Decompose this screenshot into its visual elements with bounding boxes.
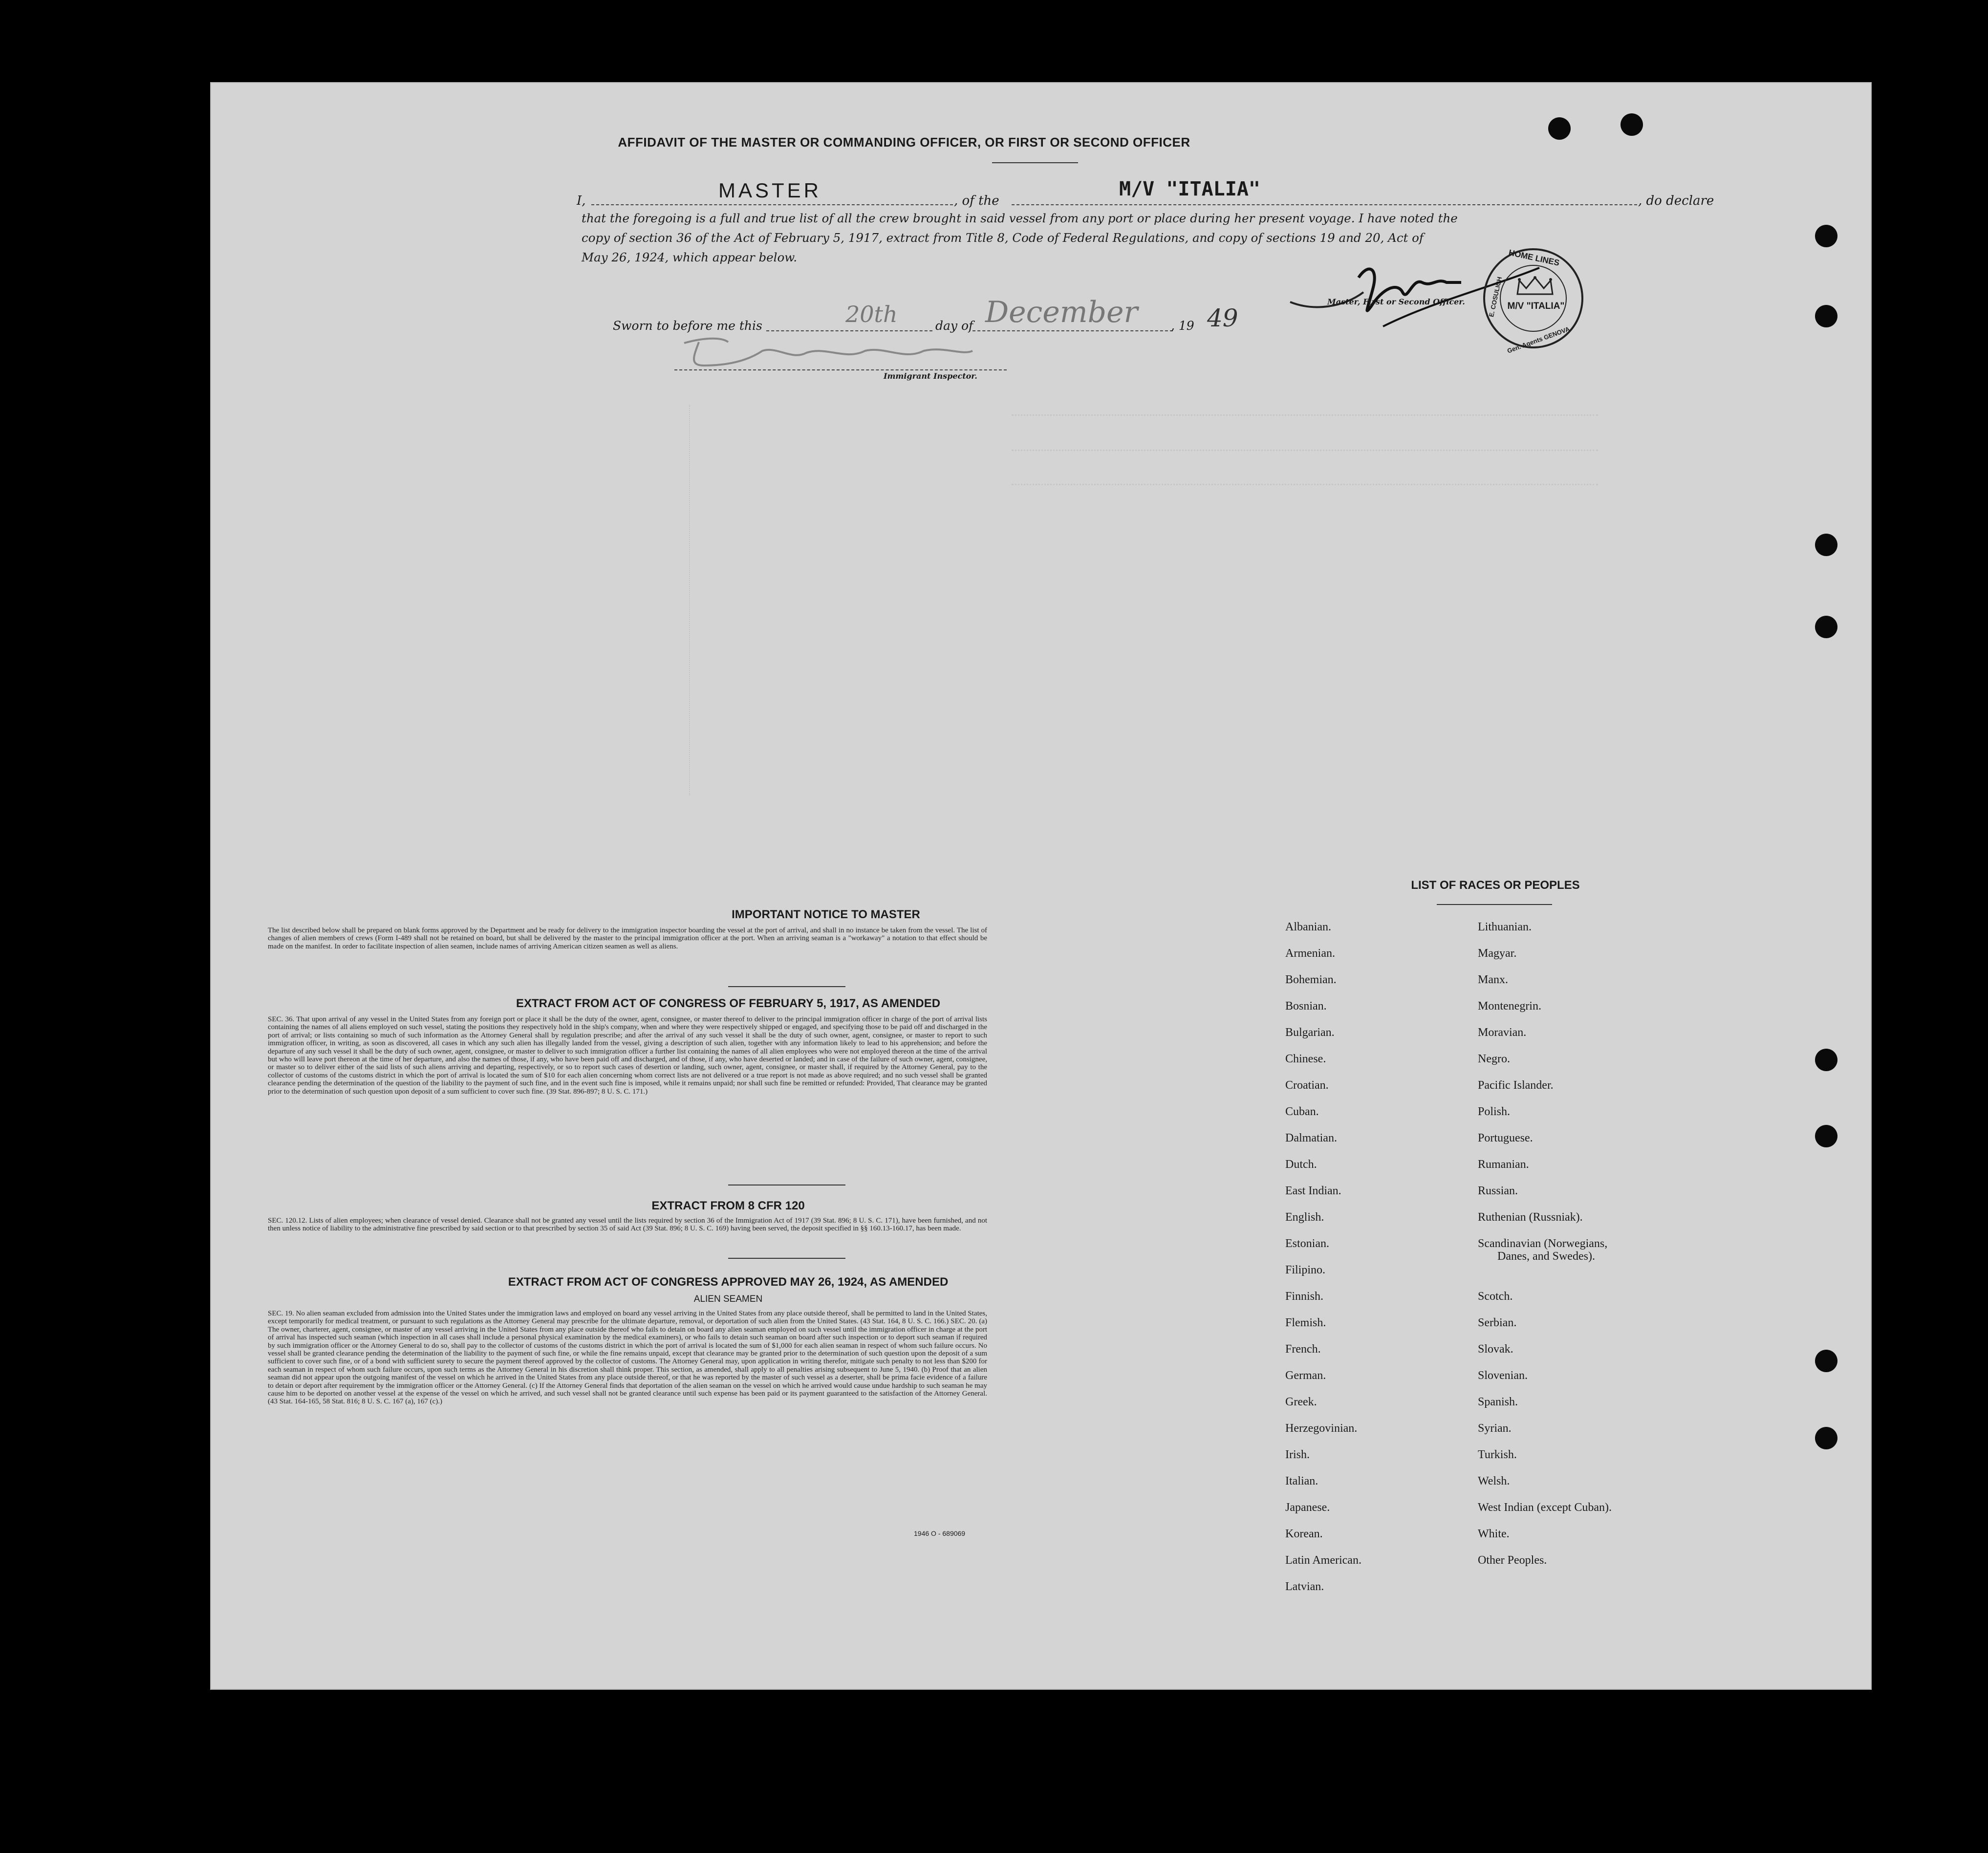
year-suffix: 49	[1207, 304, 1238, 332]
year-prefix: , 19	[1171, 319, 1194, 333]
race-item: Finnish.	[1285, 1290, 1324, 1303]
punch-hole	[1815, 616, 1837, 638]
race-item: Welsh.	[1478, 1475, 1510, 1487]
stamp-top-text: HOME LINES	[1508, 248, 1560, 268]
race-item: Filipino.	[1285, 1264, 1326, 1276]
print-code: 1946 O - 689069	[914, 1530, 966, 1537]
punch-hole	[1815, 225, 1837, 247]
race-item: Other Peoples.	[1478, 1554, 1547, 1567]
races-rule	[1437, 904, 1552, 905]
race-item: Negro.	[1478, 1053, 1510, 1065]
race-item: Ruthenian (Russniak).	[1478, 1211, 1583, 1224]
race-item: Polish.	[1478, 1105, 1511, 1118]
notice-heading: IMPORTANT NOTICE TO MASTER	[732, 908, 920, 921]
race-item: Magyar.	[1478, 947, 1517, 960]
affidavit-heading: AFFIDAVIT OF THE MASTER OR COMMANDING OFFICER, OR FIRST OR SECOND OFFICER	[618, 135, 1190, 150]
race-item: English.	[1285, 1211, 1324, 1224]
races-heading: LIST OF RACES OR PEOPLES	[1411, 879, 1580, 892]
extract-1917-heading: EXTRACT FROM ACT OF CONGRESS OF FEBRUARY 5, 1917, AS AMENDED	[516, 997, 941, 1010]
bleed-mark	[689, 405, 694, 796]
race-item: East Indian.	[1285, 1185, 1341, 1197]
race-item: Greek.	[1285, 1396, 1317, 1408]
race-item: Russian.	[1478, 1185, 1518, 1197]
i-label: I,	[577, 194, 586, 208]
race-item: White.	[1478, 1528, 1510, 1540]
inspector-line	[674, 369, 1007, 370]
race-item: Bosnian.	[1285, 1000, 1327, 1013]
race-item: Serbian.	[1478, 1316, 1517, 1329]
race-item: Scandinavian (Norwegians,	[1478, 1237, 1608, 1250]
signer-caption: Master, First or Second Officer.	[1327, 297, 1465, 306]
punch-hole	[1815, 1049, 1837, 1071]
race-item: Dalmatian.	[1285, 1132, 1337, 1144]
stamp-bottom-text: Gen. Agents GENOVA	[1506, 325, 1571, 355]
stamp-left-text: E. COSULICH	[1487, 276, 1504, 318]
day-of-label: day of	[935, 319, 973, 333]
race-item: French.	[1285, 1343, 1321, 1356]
race-item: Korean.	[1285, 1528, 1323, 1540]
punch-hole	[1621, 113, 1643, 136]
race-item: Lithuanian.	[1478, 921, 1532, 933]
race-item: Spanish.	[1478, 1396, 1518, 1408]
punch-hole	[1815, 534, 1837, 556]
master-value: MASTER	[718, 179, 822, 202]
race-item: Portuguese.	[1478, 1132, 1533, 1144]
race-item: Montenegrin.	[1478, 1000, 1541, 1013]
extract-1924-subheading: ALIEN SEAMEN	[693, 1294, 763, 1304]
cfr-heading: EXTRACT FROM 8 CFR 120	[651, 1199, 805, 1212]
race-item: Syrian.	[1478, 1422, 1512, 1435]
race-item: Turkish.	[1478, 1448, 1517, 1461]
vessel-value: M/V "ITALIA"	[1119, 178, 1260, 200]
race-item: German.	[1285, 1369, 1326, 1382]
do-declare-label: , do declare	[1638, 194, 1714, 208]
race-item: Slovak.	[1478, 1343, 1513, 1356]
race-item: Armenian.	[1285, 947, 1335, 960]
notice-text: The list described below shall be prepared on blank forms approved by the Department and be ready for delivery to the immigration inspector boarding the vessel at the port of arrival, and shall in no instance be taken from the vessel. The list of changes of alien members of crews (Form I-489 shall not be retained on board, but shall be delivered by the master to the principal immigration officer at the port. When an arriving seaman is a "workaway" a notation to that effect should be made on the manifest. In order to facilitate inspection of alien seamen, include names of arriving American citizen seamen as well as aliens.	[268, 926, 987, 950]
punch-hole	[1815, 1125, 1837, 1147]
race-item: Croatian.	[1285, 1079, 1329, 1092]
race-item: Rumanian.	[1478, 1158, 1529, 1171]
race-item: Irish.	[1285, 1448, 1310, 1461]
race-item: Latin American.	[1285, 1554, 1361, 1567]
inspector-signature	[670, 331, 982, 375]
race-item: West Indian (except Cuban).	[1478, 1501, 1612, 1514]
race-item: Cuban.	[1285, 1105, 1319, 1118]
race-item: Danes, and Swedes).	[1497, 1250, 1595, 1263]
inspector-caption: Immigrant Inspector.	[884, 371, 977, 381]
punch-hole	[1815, 1350, 1837, 1372]
bleed-mark	[1012, 484, 1598, 485]
race-item: Manx.	[1478, 973, 1508, 986]
race-item: Dutch.	[1285, 1158, 1317, 1171]
document-page	[210, 82, 1872, 1690]
crown-icon	[1515, 276, 1555, 297]
race-item: Latvian.	[1285, 1580, 1324, 1593]
bleed-mark	[1012, 450, 1598, 451]
stamp-inner-ring	[1500, 265, 1567, 332]
sworn-label: Sworn to before me this	[613, 319, 762, 333]
affidavit-body-line-3: May 26, 1924, which appear below.	[582, 250, 798, 264]
race-item: Estonian.	[1285, 1237, 1329, 1250]
sworn-month: December	[985, 295, 1138, 329]
race-item: Albanian.	[1285, 921, 1331, 933]
bleed-mark	[1012, 414, 1598, 416]
notice-rule	[728, 986, 845, 987]
vessel-line	[1012, 204, 1637, 205]
extract-1917-text: SEC. 36. That upon arrival of any vessel in the United States from any foreign port or place it shall be the duty of the owner, agent, consignee, or master thereof to deliver to the principal immigration officer in charge of the port of arrival lists containing the names of all aliens employed on such vessel, stating the positions they respectively hold in the ship's company, when and where they were respectively shipped or engaged, and specifying those to be paid off and discharged in the port of arrival; or lists containing so much of such information as the Attorney General shall by regulation prescribe; and after the arrival of any such vessel it shall be the duty of such owner, agent, consignee, or master to report to such immigration officer, in writing, as soon as discovered, all cases in which any such alien has illegally landed from the vessel, giving a description of such alien, together with any information likely to lead to his apprehension; and before the departure of any such vessel it shall be the duty of such owner, agent, consignee, or master to deliver to such immigration officer a further list containing the names of all alien employees who were not employed thereon at the time of the arrival but who will leave port thereon at the time of her departure, and also the names of those, if any, who have been paid off and discharged, and of those, if any, who have deserted or landed; and in case of the failure of such owner, agent, consignee, or master so to deliver either of the said lists of such aliens arriving and departing, respectively, or so to report such cases of desertion or landing, such owner, agent, consignee, or master shall, if required by the Attorney General, pay to the collector of customs of the customs district in which the port of arrival is located the sum of $10 for each alien concerning whom correct lists are not delivered or a true report is not made as above required; and no such vessel shall be granted clearance pending the determination of the question of the liability to the payment of such fine, and in the event such fine is imposed, while it remains unpaid; nor shall such fine be remitted or refunded: Provided, That clearance may be granted prior to the determination of such question upon deposit of a sum sufficient to cover such fine. (39 Stat. 896-897; 8 U. S. C. 171.)	[268, 1015, 987, 1096]
punch-hole	[1815, 1427, 1837, 1449]
race-item: Italian.	[1285, 1475, 1318, 1487]
race-item: Herzegovinian.	[1285, 1422, 1358, 1435]
race-item: Flemish.	[1285, 1316, 1326, 1329]
month-line	[972, 330, 1173, 331]
master-line	[591, 204, 953, 205]
extract-1924-text: SEC. 19. No alien seaman excluded from admission into the United States under the immigration laws and employed on board any vessel arriving in the United States from any place outside thereof, shall be permitted to land in the United States, except temporarily for medical treatment, or pursuant to such regulations as the Attorney General may prescribe for the ultimate departure, removal, or deportation of such alien from the United States. (43 Stat. 164, 8 U. S. C. 166.) SEC. 20. (a) The owner, charterer, agent, consignee, or master of any vessel arriving in the United States from any place outside thereof who fails to detain on board any alien seaman employed on such vessel until the immigration officer in charge at the port of arrival has inspected such seaman (which inspection in all cases shall include a personal physical examination by the medical examiners), or who fails to detain such seaman on board after such inspection or to deport such seaman if required by such immigration officer or the Attorney General to do so, shall pay to the collector of customs of the customs district in which the port of arrival is located the sum of $1,000 for each alien seaman in respect of whom such failure occurs. No vessel shall be granted clearance pending the determination of the liability to the payment of such fine, or while the fine remains unpaid, except that clearance may be granted prior to the determination of such question upon the deposit of a sum sufficient to cover such fine, or of a bond with sufficient surety to secure the payment thereof approved by the collector of customs. The Attorney General may, upon application in writing therefor, mitigate such penalty to not less than $200 for each seaman in respect of whom such failure occurs, upon such terms as the Attorney General in his discretion shall think proper. This section, as amended, shall apply to all penalties arising subsequent to June 5, 1940. (b) Proof that an alien seaman did not appear upon the outgoing manifest of the vessel on which he arrived in the United States from any place outside thereof, or that he was reported by the master of such vessel as a deserter, shall be prima facie evidence of a failure to detain or deport after requirement by the immigration officer or the Attorney General. (c) If the Attorney General finds that deportation of the alien seaman on the vessel on which he arrived would cause undue hardship to such seaman he may cause him to be deported on another vessel at the expense of the vessel on which he arrived, and such vessel shall not be granted clearance until such expense has been paid or its payment guaranteed to the satisfaction of the Attorney General. (43 Stat. 164-165, 58 Stat. 816; 8 U. S. C. 167 (a), 167 (c).)	[268, 1310, 987, 1406]
company-stamp	[1483, 248, 1583, 355]
extract-1924-heading: EXTRACT FROM ACT OF CONGRESS APPROVED MAY 26, 1924, AS AMENDED	[508, 1275, 949, 1289]
cfr-rule	[728, 1258, 845, 1259]
sworn-day: 20th	[845, 301, 898, 327]
race-item: Scotch.	[1478, 1290, 1513, 1303]
stamp-center-text: M/V "ITALIA"	[1507, 301, 1565, 311]
affidavit-body-line-2: copy of section 36 of the Act of February 5, 1917, extract from Title 8, Code of Federal Regulations, and copy of sections 19 and 20, Act of	[582, 231, 1424, 245]
punch-hole	[1815, 305, 1837, 327]
cfr-text: SEC. 120.12. Lists of alien employees; when clearance of vessel denied. Clearance shall not be granted any vessel until the lists required by section 36 of the Immigration Act of 1917 (39 Stat. 896; 8 U. S. C. 171), have been furnished, and not then unless notice of liability to the administrative fine prescribed by said section or to that prescribed by section 35 of said Act (39 Stat. 896; 8 U. S. C. 169) having been served, the deposit specified in §§ 160.13-160.17, has been made.	[268, 1217, 987, 1233]
of-the-label: , of the	[954, 194, 999, 208]
race-item: Japanese.	[1285, 1501, 1330, 1514]
race-item: Bohemian.	[1285, 973, 1337, 986]
race-item: Pacific Islander.	[1478, 1079, 1554, 1092]
race-item: Moravian.	[1478, 1026, 1527, 1039]
race-item: Chinese.	[1285, 1053, 1326, 1065]
affidavit-body-line-1: that the foregoing is a full and true list of all the crew brought in said vessel from any port or place during her present voyage. I have noted the	[582, 211, 1458, 225]
punch-hole	[1548, 117, 1571, 140]
race-item: Slovenian.	[1478, 1369, 1528, 1382]
race-item: Bulgarian.	[1285, 1026, 1335, 1039]
heading-rule	[992, 162, 1078, 163]
